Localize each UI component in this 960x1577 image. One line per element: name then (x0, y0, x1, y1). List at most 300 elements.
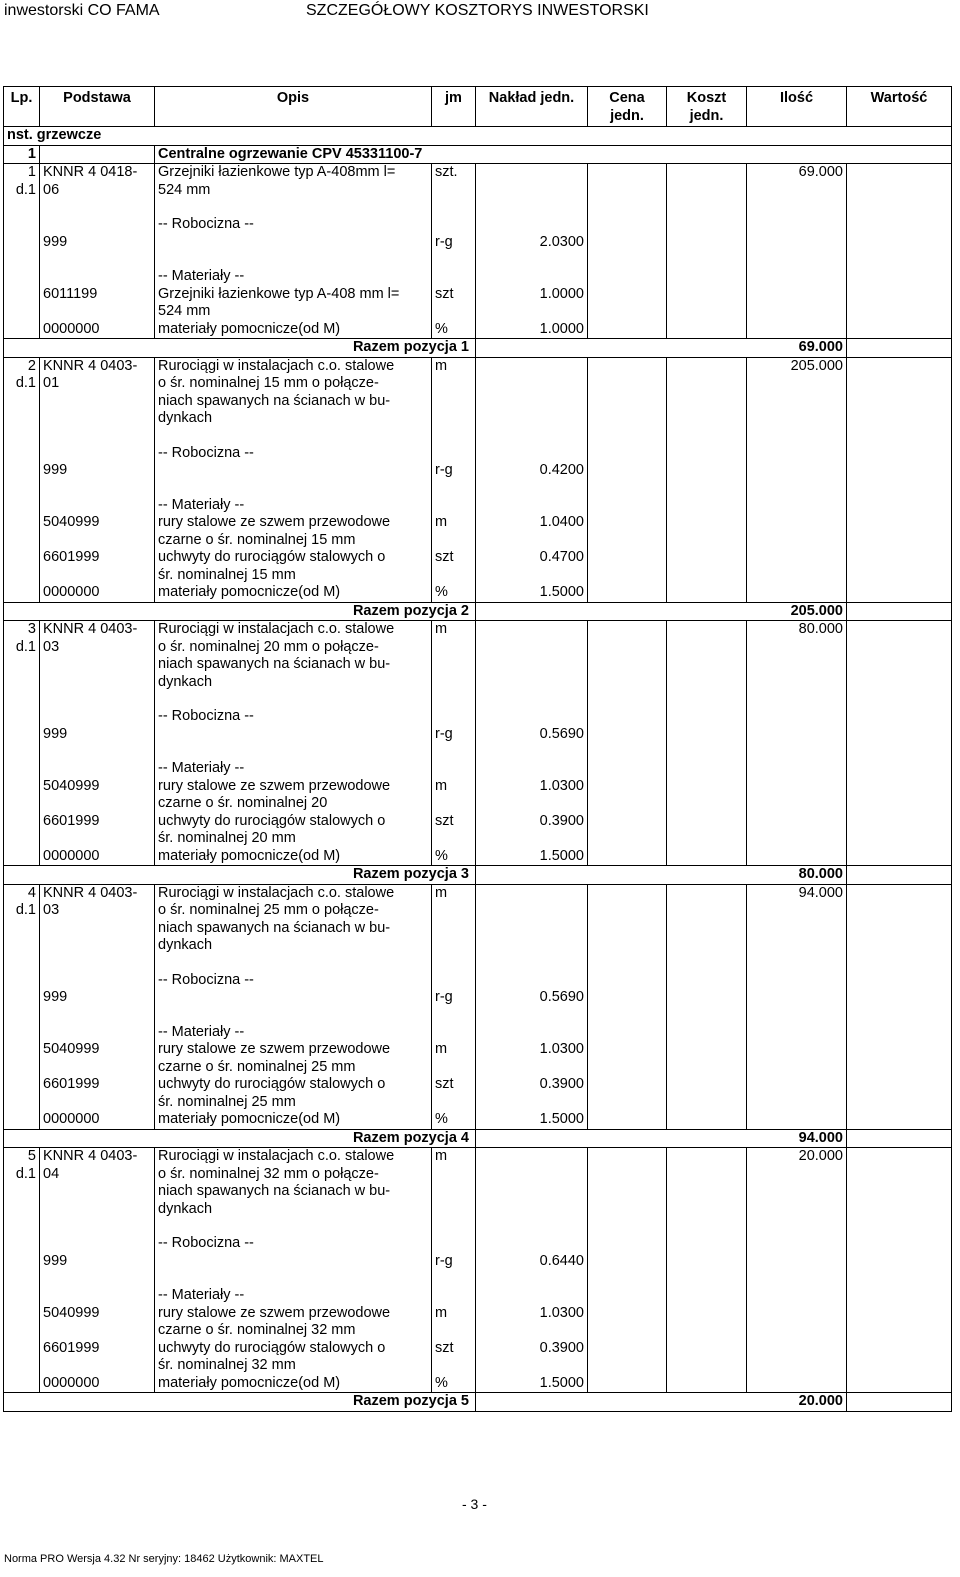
position-ilosc: 20.000 (747, 1148, 847, 1219)
cell (4, 691, 40, 708)
materialy-label: -- Materiały -- (155, 760, 432, 778)
text-line: uchwyty do rurociągów stalowych o (158, 1076, 386, 1092)
section-name: nst. grzewcze (4, 127, 952, 146)
text-line: d.1 (15, 638, 36, 655)
robocizna-label: -- Robocizna -- (155, 216, 432, 234)
position-opis (155, 884, 432, 955)
cell (588, 972, 667, 990)
material-row (4, 1041, 952, 1076)
cell (4, 584, 40, 602)
cell (4, 462, 40, 480)
position-podstawa (40, 164, 155, 200)
col-cena: Cena jedn. (588, 87, 667, 127)
cell (40, 760, 155, 778)
cell (847, 813, 952, 848)
text-line: rury stalowe ze szwem przewodowe (158, 514, 391, 530)
cell (432, 1007, 476, 1024)
material-row (4, 286, 952, 321)
cell (667, 848, 747, 866)
cell (747, 428, 847, 445)
text-line: 01 (43, 375, 60, 391)
text-line: 4 (27, 884, 36, 901)
cell (476, 1007, 588, 1024)
material-naklad: 0.4700 (476, 549, 588, 584)
material-code: 0000000 (40, 1111, 155, 1129)
materialy-label: -- Materiały -- (155, 1287, 432, 1305)
cell (4, 1340, 40, 1375)
cell (747, 691, 847, 708)
cell (4, 428, 40, 445)
table-header-row (4, 87, 952, 127)
razem-value: 69.000 (476, 339, 847, 358)
cell (847, 462, 952, 480)
cell (667, 357, 747, 428)
cell (4, 1041, 40, 1076)
cell (847, 234, 952, 252)
text-line: niach spawanych na ścianach w bu- (158, 919, 391, 936)
materialy-label: -- Materiały -- (155, 1024, 432, 1042)
position-lp (4, 357, 40, 428)
text-line: materiały pomocnicze(od M) (158, 1374, 341, 1391)
section-row (4, 127, 952, 146)
cell (432, 955, 476, 972)
cell (847, 1041, 952, 1076)
text-line: śr. nominalnej 32 mm (158, 1357, 296, 1373)
chapter-row (4, 145, 952, 164)
text-line: materiały pomocnicze(od M) (158, 320, 341, 337)
cell (667, 462, 747, 480)
material-row (4, 321, 952, 339)
cell (847, 514, 952, 549)
cell (432, 216, 476, 234)
material-code: 5040999 (40, 778, 155, 813)
cell (476, 480, 588, 497)
material-naklad: 1.5000 (476, 848, 588, 866)
position-opis (155, 621, 432, 692)
text-line: d.1 (15, 375, 36, 391)
cell (40, 743, 155, 760)
cell (667, 1270, 747, 1287)
material-code: 5040999 (40, 514, 155, 549)
cell (588, 199, 667, 216)
materialy-label: -- Materiały -- (155, 497, 432, 515)
text-line: materiały pomocnicze(od M) (158, 584, 341, 600)
cell (847, 1111, 952, 1129)
material-opis (155, 1041, 432, 1076)
material-code: 0000000 (40, 584, 155, 602)
robocizna-naklad: 0.5690 (476, 726, 588, 744)
text-line: Rurociągi w instalacjach c.o. stalowe (158, 1148, 395, 1164)
cell (40, 1270, 155, 1287)
cell (588, 497, 667, 515)
report-title: SZCZEGÓŁOWY KOSZTORYS INWESTORSKI (306, 2, 649, 19)
cell (4, 445, 40, 463)
cell (747, 584, 847, 602)
material-code: 5040999 (40, 1305, 155, 1340)
cell (4, 813, 40, 848)
cell (847, 199, 952, 216)
position-ilosc: 94.000 (747, 884, 847, 955)
robocizna-row (4, 726, 952, 744)
cell (747, 1111, 847, 1129)
cell (40, 251, 155, 268)
cell (747, 1270, 847, 1287)
cell (155, 462, 432, 480)
cell (847, 1393, 952, 1412)
cell (432, 1270, 476, 1287)
cell (588, 726, 667, 744)
material-naklad: 0.3900 (476, 1076, 588, 1111)
material-code: 6601999 (40, 1076, 155, 1111)
cell (847, 1148, 952, 1219)
cell (588, 760, 667, 778)
text-line: dynkach (158, 937, 213, 953)
cell (4, 1007, 40, 1024)
cell (847, 1253, 952, 1271)
col-lp: Lp. (4, 87, 40, 127)
cell (667, 621, 747, 692)
material-opis (155, 514, 432, 549)
cell (667, 428, 747, 445)
material-naklad: 1.5000 (476, 584, 588, 602)
text-line: d.1 (15, 181, 36, 198)
material-naklad: 1.0400 (476, 514, 588, 549)
cell (747, 1007, 847, 1024)
position-jm: m (432, 621, 476, 692)
position-jm: m (432, 357, 476, 428)
position-opis (155, 357, 432, 428)
robocizna-head-row (4, 972, 952, 990)
cell (155, 955, 432, 972)
text-line: niach spawanych na ścianach w bu- (158, 656, 391, 672)
robocizna-row (4, 234, 952, 252)
cell (667, 321, 747, 339)
text-line: materiały pomocnicze(od M) (158, 1111, 341, 1127)
razem-value: 205.000 (476, 602, 847, 621)
cell (40, 1235, 155, 1253)
cell (432, 972, 476, 990)
text-line: dynkach (158, 673, 213, 690)
material-naklad: 0.3900 (476, 1340, 588, 1375)
cell (4, 251, 40, 268)
cell (4, 778, 40, 813)
cell (747, 1076, 847, 1111)
razem-label: Razem pozycja 4 (4, 1129, 476, 1148)
cell (847, 989, 952, 1007)
cell (4, 514, 40, 549)
cell (588, 1340, 667, 1375)
cell (40, 216, 155, 234)
cell (40, 1218, 155, 1235)
position-lp (4, 1148, 40, 1219)
spacer-row (4, 743, 952, 760)
spacer-row (4, 1218, 952, 1235)
material-row (4, 813, 952, 848)
spacer-row (4, 1007, 952, 1024)
cell (588, 1148, 667, 1219)
cell (847, 164, 952, 200)
cell (4, 708, 40, 726)
cell (667, 760, 747, 778)
cell (667, 1375, 747, 1393)
text-line: o śr. nominalnej 25 mm o połącze- (158, 902, 379, 918)
robocizna-label: -- Robocizna -- (155, 972, 432, 990)
position-ilosc: 205.000 (747, 357, 847, 428)
cell (588, 1253, 667, 1271)
robocizna-jm: r-g (432, 462, 476, 480)
spacer-row (4, 480, 952, 497)
material-opis (155, 813, 432, 848)
cell (476, 1270, 588, 1287)
position-jm: szt. (432, 164, 476, 200)
cell (588, 989, 667, 1007)
cell (4, 497, 40, 515)
robocizna-row (4, 462, 952, 480)
cell (667, 884, 747, 955)
cell (40, 445, 155, 463)
cell (476, 268, 588, 286)
cell (847, 1129, 952, 1148)
cell (667, 514, 747, 549)
text-line: dynkach (158, 410, 213, 426)
cell (847, 1375, 952, 1393)
text-line: niach spawanych na ścianach w bu- (158, 392, 391, 409)
cell (747, 268, 847, 286)
robocizna-code: 999 (40, 462, 155, 480)
cell (847, 549, 952, 584)
cell (588, 813, 667, 848)
cell (432, 480, 476, 497)
chapter-title: Centralne ogrzewanie CPV 45331100-7 (155, 145, 952, 164)
cell (747, 286, 847, 321)
cell (747, 514, 847, 549)
cell (40, 972, 155, 990)
cell (432, 251, 476, 268)
cell (4, 848, 40, 866)
razem-row (4, 1393, 952, 1412)
text-line: śr. nominalnej 25 mm (158, 1093, 296, 1110)
text-line: Grzejniki łazienkowe typ A-408 mm l= (158, 285, 400, 302)
material-code: 6601999 (40, 1340, 155, 1375)
col-naklad: Nakład jedn. (476, 87, 588, 127)
cell (4, 216, 40, 234)
cell (40, 480, 155, 497)
material-naklad: 1.0000 (476, 286, 588, 321)
material-jm: % (432, 321, 476, 339)
cell (847, 1340, 952, 1375)
text-line: czarne o śr. nominalnej 32 mm (158, 1322, 356, 1338)
text-line: d.1 (15, 1165, 36, 1182)
cell (476, 357, 588, 428)
cell (747, 1375, 847, 1393)
cell (588, 584, 667, 602)
text-line: 03 (43, 902, 60, 918)
cell (40, 708, 155, 726)
cell (476, 884, 588, 955)
cell (747, 234, 847, 252)
cell (667, 1041, 747, 1076)
material-row (4, 1375, 952, 1393)
text-line: KNNR 4 0403- (43, 1148, 138, 1164)
cell (847, 1218, 952, 1235)
cell (4, 234, 40, 252)
materialy-head-row (4, 268, 952, 286)
cell (4, 199, 40, 216)
position-row (4, 884, 952, 955)
spacer-row (4, 199, 952, 216)
cell (476, 1287, 588, 1305)
cell (476, 164, 588, 200)
cell (667, 778, 747, 813)
cell (667, 1024, 747, 1042)
cell (847, 1007, 952, 1024)
cell (4, 1235, 40, 1253)
cell (847, 321, 952, 339)
cell (667, 1253, 747, 1271)
cell (4, 1253, 40, 1271)
cell (747, 216, 847, 234)
cell (4, 1076, 40, 1111)
text-line: niach spawanych na ścianach w bu- (158, 1183, 391, 1199)
material-row (4, 549, 952, 584)
cell (40, 268, 155, 286)
cell (747, 1218, 847, 1235)
text-line: 3 (27, 621, 36, 637)
cell (667, 286, 747, 321)
text-line: rury stalowe ze szwem przewodowe (158, 1304, 391, 1321)
text-line: Grzejniki łazienkowe typ A-408mm l= (158, 164, 396, 180)
cell (747, 708, 847, 726)
cell (476, 708, 588, 726)
cell (747, 778, 847, 813)
cost-estimate-table (3, 86, 952, 1412)
cell (4, 1218, 40, 1235)
cell (476, 1235, 588, 1253)
material-jm: szt (432, 1076, 476, 1111)
robocizna-label: -- Robocizna -- (155, 708, 432, 726)
material-opis (155, 1076, 432, 1111)
cell (847, 1076, 952, 1111)
cell (847, 621, 952, 692)
text-line: KNNR 4 0403- (43, 884, 138, 901)
material-opis (155, 1305, 432, 1340)
cell (667, 268, 747, 286)
col-ilosc: Ilość (747, 87, 847, 127)
col-wartosc: Wartość (847, 87, 952, 127)
cell (155, 428, 432, 445)
cell (476, 955, 588, 972)
robocizna-naklad: 0.4200 (476, 462, 588, 480)
cell (747, 1340, 847, 1375)
cell (588, 1007, 667, 1024)
cell (747, 462, 847, 480)
cell (588, 1218, 667, 1235)
material-code: 0000000 (40, 321, 155, 339)
cell (747, 848, 847, 866)
cell (747, 1024, 847, 1042)
cell (4, 972, 40, 990)
report-source: inwestorski CO FAMA (4, 2, 160, 19)
cell (588, 514, 667, 549)
razem-label: Razem pozycja 1 (4, 339, 476, 358)
cell (847, 1024, 952, 1042)
position-podstawa (40, 884, 155, 955)
cell (588, 884, 667, 955)
cell (847, 1235, 952, 1253)
material-row (4, 514, 952, 549)
cell (667, 445, 747, 463)
cell (476, 1218, 588, 1235)
cell (588, 286, 667, 321)
text-line: KNNR 4 0403- (43, 357, 138, 374)
material-naklad: 1.0300 (476, 1041, 588, 1076)
position-opis (155, 1148, 432, 1219)
robocizna-label: -- Robocizna -- (155, 445, 432, 463)
text-line: 524 mm (158, 181, 211, 198)
material-jm: szt (432, 813, 476, 848)
text-line: Rurociągi w instalacjach c.o. stalowe (158, 621, 395, 637)
cell (747, 497, 847, 515)
cell (4, 1111, 40, 1129)
cell (667, 691, 747, 708)
cell (588, 1375, 667, 1393)
cell (155, 1253, 432, 1271)
material-opis (155, 286, 432, 321)
position-ilosc: 80.000 (747, 621, 847, 692)
cell (747, 760, 847, 778)
cell (847, 955, 952, 972)
cell (432, 268, 476, 286)
cell (588, 164, 667, 200)
cell (847, 1270, 952, 1287)
cell (847, 884, 952, 955)
cell (432, 428, 476, 445)
cell (588, 708, 667, 726)
cell (847, 848, 952, 866)
cell (4, 549, 40, 584)
material-row (4, 1111, 952, 1129)
cell (588, 1024, 667, 1042)
cell (747, 813, 847, 848)
material-code: 0000000 (40, 848, 155, 866)
cell (588, 251, 667, 268)
cell (847, 1305, 952, 1340)
material-naklad: 0.3900 (476, 813, 588, 848)
cell (476, 445, 588, 463)
materialy-head-row (4, 1287, 952, 1305)
material-jm: % (432, 584, 476, 602)
text-line: uchwyty do rurociągów stalowych o (158, 1339, 386, 1356)
robocizna-naklad: 0.5690 (476, 989, 588, 1007)
razem-row (4, 339, 952, 358)
cell (40, 1007, 155, 1024)
page-number: - 3 - (462, 1496, 487, 1512)
cell (4, 760, 40, 778)
robocizna-head-row (4, 708, 952, 726)
cell (155, 1007, 432, 1024)
cell (155, 251, 432, 268)
cell (847, 251, 952, 268)
spacer-row (4, 251, 952, 268)
position-row (4, 164, 952, 200)
position-podstawa (40, 1148, 155, 1219)
cell (747, 1235, 847, 1253)
text-line: czarne o śr. nominalnej 20 (158, 795, 328, 811)
material-row (4, 848, 952, 866)
cell (667, 584, 747, 602)
cell (588, 445, 667, 463)
spacer-row (4, 1270, 952, 1287)
